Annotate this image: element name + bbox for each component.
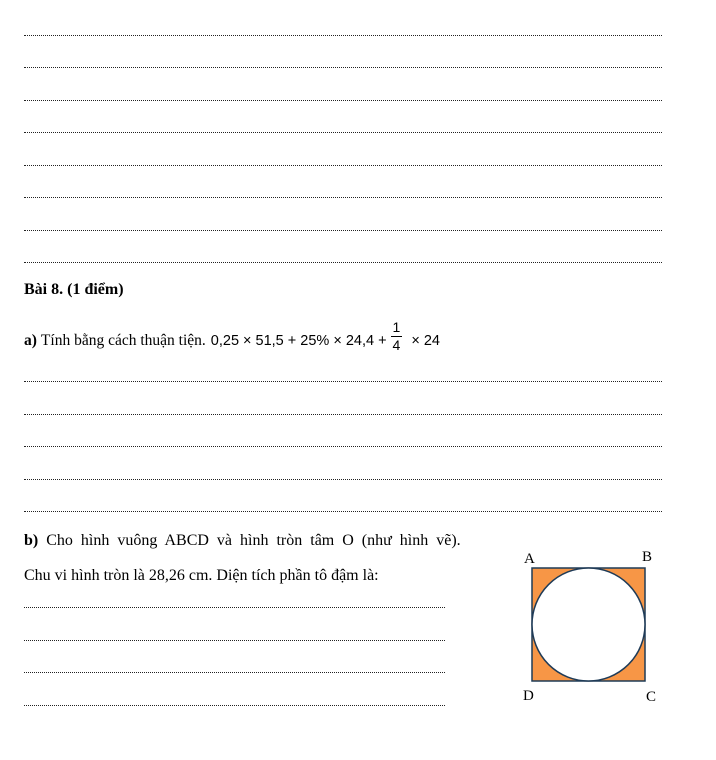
answer-line <box>24 705 445 706</box>
answer-line <box>24 230 662 231</box>
fraction-denominator: 4 <box>392 337 401 353</box>
expression-right: × 24 <box>411 332 440 349</box>
figure-svg <box>518 544 668 714</box>
answer-line <box>24 165 662 166</box>
part-b-label: b) <box>24 532 39 549</box>
square-circle-figure <box>518 544 668 719</box>
answer-line <box>24 414 662 415</box>
answer-line <box>24 479 662 480</box>
answer-line <box>24 100 662 101</box>
answer-line <box>24 511 662 512</box>
part-b-question-line2: Chu vi hình tròn là 28,26 cm. Diện tích phần tô đậm là: <box>24 567 379 584</box>
answer-line <box>24 607 445 608</box>
answer-line <box>24 381 662 382</box>
circle-o <box>532 568 645 681</box>
part-a-text: Tính bằng cách thuận tiện. <box>40 331 206 349</box>
answer-line <box>24 132 662 133</box>
part-a-label: a) <box>24 331 37 349</box>
part-a-question <box>24 319 440 358</box>
answer-line <box>24 67 662 68</box>
part-b-question-line1 <box>24 532 461 550</box>
answer-line <box>24 640 445 641</box>
expression-left: 0,25 × 51,5 + 25% × 24,4 + <box>210 332 387 349</box>
answer-line <box>24 262 662 263</box>
fraction <box>391 319 403 354</box>
answer-line <box>24 672 445 673</box>
vertex-label-c: C <box>646 689 657 705</box>
part-b-text-line1: Cho hình vuông ABCD và hình tròn tâm O (như hình vẽ). <box>46 532 461 549</box>
answer-line <box>24 197 662 198</box>
vertex-label-d: D <box>523 688 534 704</box>
answer-line <box>24 35 662 36</box>
fraction-numerator: 1 <box>392 319 401 335</box>
vertex-label-b: B <box>642 549 653 565</box>
answer-line <box>24 446 662 447</box>
vertex-label-a: A <box>524 551 535 567</box>
exercise-heading: Bài 8. (1 điểm) <box>24 281 124 298</box>
